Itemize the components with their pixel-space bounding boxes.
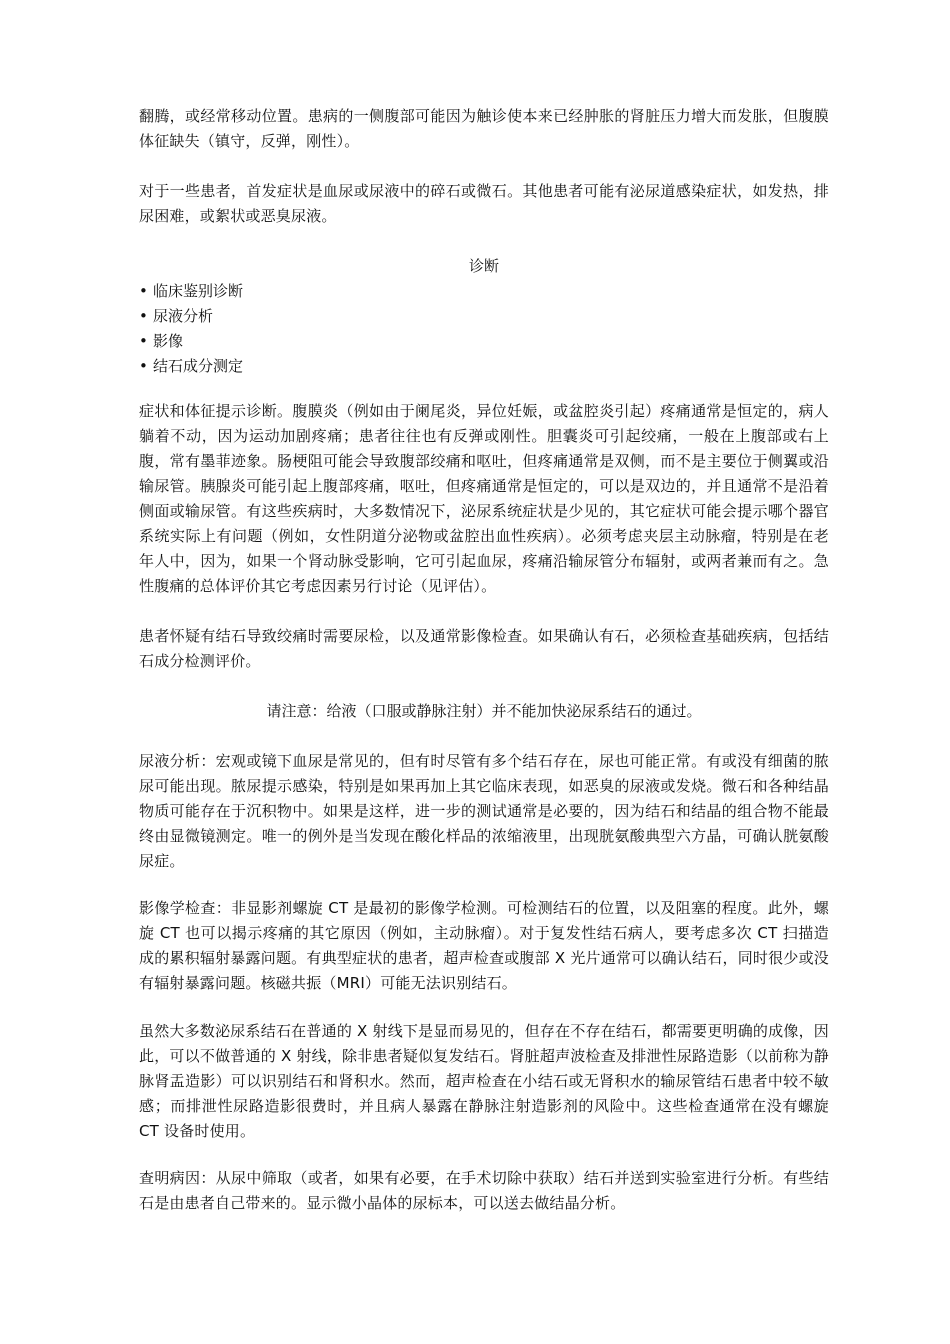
list-item-label: 影像 bbox=[153, 332, 184, 350]
paragraph-imaging: 影像学检查：非显影剂螺旋 CT 是最初的影像学检测。可检测结石的位置，以及阻塞的程度。此外，螺旋 CT 也可以揭示疼痛的其它原因（例如，主动脉瘤）。对于复发性结石病人，要考虑多次 CT 扫描造成的累积辐射暴露问题。有典型症状的患者，超声检查或腹部 X 光片通常可以确认结石，同时很少或没有辐射暴露问题。核磁共振（MRI）可能无法识别结石。 bbox=[139, 899, 829, 992]
bullet-icon: • bbox=[139, 282, 148, 300]
list-item-label: 结石成分测定 bbox=[153, 357, 244, 375]
note-fluids: 请注意：给液（口服或静脉注射）并不能加快泌尿系结石的通过。 bbox=[266, 702, 702, 720]
list-item bbox=[139, 304, 243, 329]
paragraph-symptoms-cont: 翻腾，或经常移动位置。患病的一侧腹部可能因为触诊使本来已经肿胀的肾脏压力增大而发胀，但腹膜体征缺失（镇守，反弹，刚性）。 bbox=[139, 107, 829, 150]
list-item-label: 临床鉴别诊断 bbox=[153, 282, 244, 300]
paragraph-xray: 虽然大多数泌尿系结石在普通的 X 射线下是显而易见的，但存在不存在结石，都需要更明确的成像，因此，可以不做普通的 X 射线，除非患者疑似复发结石。肾脏超声波检查及排泄性尿路造影（以前称为静脉肾盂造影）可以识别结石和肾积水。然而，超声检查在小结石或无肾积水的输尿管结石患者中较不敏感；而排泄性尿路造影很费时，并且病人暴露在静脉注射造影剂的风险中。这些检查通常在没有螺旋 CT 设备时使用。 bbox=[139, 1022, 829, 1140]
list-item bbox=[139, 279, 243, 304]
paragraph-urinalysis-need: 患者怀疑有结石导致绞痛时需要尿检，以及通常影像检查。如果确认有石，必须检查基础疾病，包括结石成分检测评价。 bbox=[139, 627, 829, 670]
paragraph-differential-diagnosis: 症状和体征提示诊断。腹膜炎（例如由于阑尾炎，异位妊娠，或盆腔炎引起）疼痛通常是恒定的，病人躺着不动，因为运动加剧疼痛；患者往往也有反弹或刚性。胆囊炎可引起绞痛，一般在上腹部或右上腹，常有墨菲迹象。肠梗阻可能会导致腹部绞痛和呕吐，但疼痛通常是双侧，而不是主要位于侧翼或沿输尿管。胰腺炎可能引起上腹部疼痛，呕吐，但疼痛通常是恒定的，可以是双边的，并且通常不是沿着侧面或输尿管。有这些疾病时，大多数情况下，泌尿系统症状是少见的，其它症状可能会提示哪个器官系统实际上有问题（例如，女性阴道分泌物或盆腔出血性疾病）。必须考虑夹层主动脉瘤，特别是在老年人中，因为，如果一个肾动脉受影响，它可引起血尿，疼痛沿输尿管分布辐射，或两者兼而有之。急性腹痛的总体评价其它考虑因素另行讨论（见评估）。 bbox=[139, 402, 829, 595]
list-item-label: 尿液分析 bbox=[153, 307, 214, 325]
paragraph-urinalysis: 尿液分析：宏观或镜下血尿是常见的，但有时尽管有多个结石存在，尿也可能正常。有或没有细菌的脓尿可能出现。脓尿提示感染，特别是如果再加上其它临床表现，如恶臭的尿液或发烧。微石和各种结晶物质可能存在于沉积物中。如果是这样，进一步的测试通常是必要的，因为结石和结晶的组合物不能最终由显微镜测定。唯一的例外是当发现在酸化样品的浓缩液里，出现胱氨酸典型六方晶，可确认胱氨酸尿症。 bbox=[139, 752, 829, 870]
bullet-icon: • bbox=[139, 357, 148, 375]
section-heading-diagnosis: 诊断 bbox=[468, 257, 499, 275]
bullet-icon: • bbox=[139, 307, 148, 325]
bullet-icon: • bbox=[139, 332, 148, 350]
paragraph-first-symptoms: 对于一些患者，首发症状是血尿或尿液中的碎石或微石。其他患者可能有泌尿道感染症状，如发热，排尿困难，或絮状或恶臭尿液。 bbox=[139, 182, 829, 225]
paragraph-etiology: 查明病因：从尿中筛取（或者，如果有必要，在手术切除中获取）结石并送到实验室进行分析。有些结石是由患者自己带来的。显示微小晶体的尿标本，可以送去做结晶分析。 bbox=[139, 1169, 829, 1212]
list-item bbox=[139, 329, 243, 354]
diagnosis-list bbox=[139, 279, 243, 379]
list-item bbox=[139, 354, 243, 379]
